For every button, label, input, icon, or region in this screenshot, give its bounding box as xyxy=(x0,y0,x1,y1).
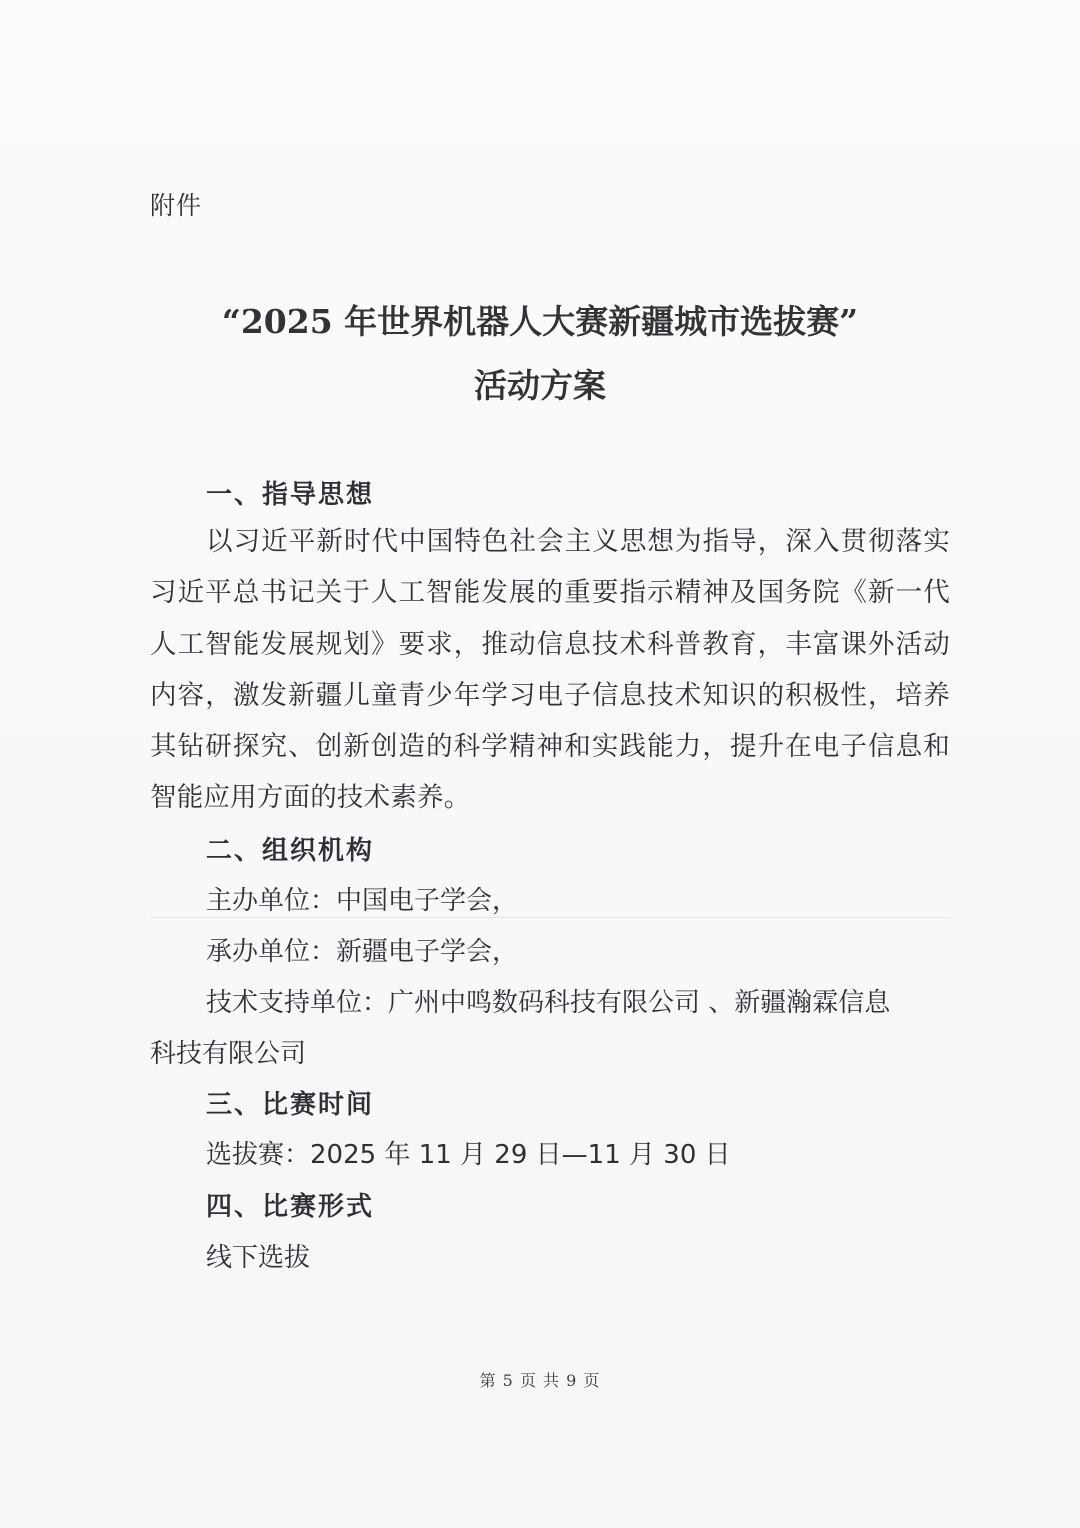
section-heading-time: 三、比赛时间 xyxy=(206,1090,375,1120)
organizer-unit-line: 承办单位：新疆电子学会， xyxy=(206,937,519,967)
page-number-footer: 第 5 页 共 9 页 xyxy=(479,1371,601,1390)
host-unit-line: 主办单位：中国电子学会， xyxy=(206,886,519,916)
competition-format-value: 线下选拔 xyxy=(206,1243,311,1273)
attachment-label: 附件 xyxy=(150,191,203,220)
guiding-thought-paragraph: 以习近平新时代中国特色社会主义思想为指导，深入贯彻落实习近平总书记关于人工智能发展的重要指示精神及国务院《新一代人工智能发展规划》要求，推动信息技术科普教育，丰富课外活动内容，激发新疆儿童青少年学习电子信息技术知识的积极性，培养其钻研探究、创新创造的科学精神和实践能力，提升在电子信息和智能应用方面的技术素养。 xyxy=(150,526,950,814)
section-heading-guiding-thought: 一、指导思想 xyxy=(206,480,375,510)
document-title-line-1: “2025 年世界机器人大赛新疆城市选拔赛” xyxy=(221,302,859,341)
scan-artifact-line xyxy=(150,917,950,918)
document-title-line-2: 活动方案 xyxy=(474,366,606,405)
tech-support-line-2: 科技有限公司 xyxy=(150,1039,307,1069)
section-heading-format: 四、比赛形式 xyxy=(206,1192,375,1222)
section-heading-organization: 二、组织机构 xyxy=(206,836,375,866)
tech-support-line-1: 技术支持单位：广州中鸣数码科技有限公司 、新疆瀚霖信息 xyxy=(206,988,891,1018)
competition-time-value: 选拔赛：2025 年 11 月 29 日—11 月 30 日 xyxy=(206,1140,731,1170)
